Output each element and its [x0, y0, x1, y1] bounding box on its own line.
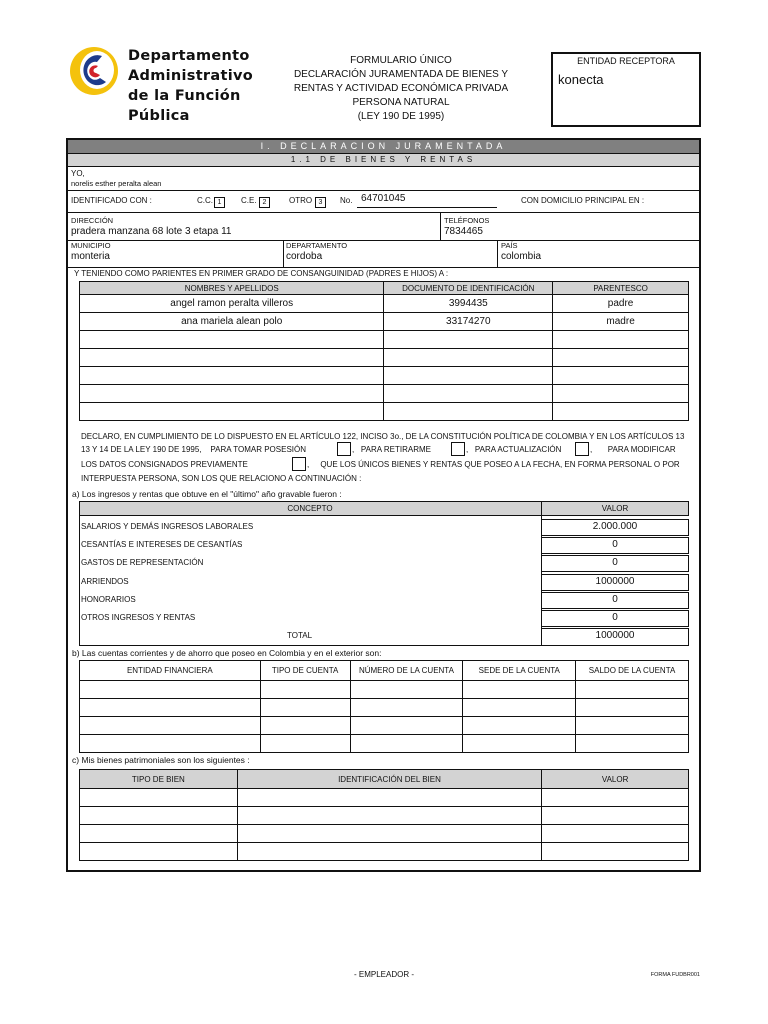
table-cell[interactable] [350, 699, 463, 717]
domicilio-label: CON DOMICILIO PRINCIPAL EN : [521, 196, 645, 205]
title-line: DECLARACIÓN JURAMENTADA DE BIENES Y [293, 69, 509, 80]
entidad-receptora-box [551, 52, 701, 127]
total-label: TOTAL [287, 631, 313, 640]
table-cell[interactable] [260, 717, 350, 735]
assets-intro: c) Mis bienes patrimoniales son los siguientes : [72, 755, 250, 765]
entidad-receptora-label: ENTIDAD RECEPTORA [577, 56, 675, 66]
section-title: I. DECLARACION JURAMENTADA [68, 140, 699, 153]
table-cell[interactable] [80, 403, 384, 421]
table-cell[interactable]: 33174270 [384, 313, 553, 331]
assets-table [79, 769, 689, 861]
table-cell[interactable] [576, 699, 689, 717]
accounts-intro: b) Las cuentas corrientes y de ahorro que poseo en Colombia y en el exterior son: [72, 648, 382, 658]
logo-line: Pública [128, 108, 190, 124]
parents-table [79, 281, 689, 421]
table-cell[interactable] [80, 825, 238, 843]
table-cell[interactable] [80, 807, 238, 825]
declaration-line: , PARA ACTUALIZACIÓN [466, 445, 562, 454]
table-row [80, 735, 689, 753]
table-cell[interactable] [80, 331, 384, 349]
table-cell[interactable] [384, 403, 553, 421]
divider [68, 267, 699, 268]
table-row [80, 717, 689, 735]
form-title [285, 54, 517, 124]
logo-line: Departamento [128, 48, 250, 64]
table-row [80, 385, 689, 403]
table-row [80, 349, 689, 367]
table-row [80, 331, 689, 349]
table-cell[interactable] [80, 385, 384, 403]
declaration-line: , PARA RETIRARME [352, 445, 431, 454]
divider [68, 240, 699, 241]
id-number-field[interactable]: 64701045 [361, 193, 406, 204]
table-cell[interactable]: madre [553, 313, 689, 331]
actualizacion-checkbox[interactable] [575, 442, 589, 456]
footer-right: FORMA FUDBR001 [650, 972, 700, 978]
departamento-field[interactable]: cordoba [286, 251, 323, 262]
logo-line: de la Función [128, 88, 241, 104]
col-header: PARENTESCO [553, 282, 689, 295]
income-value[interactable]: 2.000.000 [592, 521, 638, 532]
municipio-label: MUNICIPIO [71, 241, 111, 250]
table-cell[interactable] [463, 735, 576, 753]
divider [440, 212, 441, 240]
col-header: NÚMERO DE LA CUENTA [350, 661, 463, 681]
posesion-checkbox[interactable] [337, 442, 351, 456]
identificado-label: IDENTIFICADO CON : [71, 196, 152, 205]
table-cell[interactable] [80, 735, 261, 753]
col-header: TIPO DE CUENTA [260, 661, 350, 681]
income-concept: CESANTÍAS E INTERESES DE CESANTÍAS [81, 540, 243, 549]
title-line: FORMULARIO ÚNICO [350, 55, 452, 66]
section-subtitle: 1.1 DE BIENES Y RENTAS [68, 153, 699, 166]
table-row [80, 789, 689, 807]
income-concept: OTROS INGRESOS Y RENTAS [81, 613, 196, 622]
title-line: RENTAS Y ACTIVIDAD ECONÓMICA PRIVADA [293, 83, 509, 94]
municipio-field[interactable]: monteria [71, 251, 110, 262]
dafp-logo-icon [66, 42, 126, 98]
table-cell[interactable] [350, 681, 463, 699]
table-cell[interactable] [576, 681, 689, 699]
table-cell[interactable] [542, 807, 689, 825]
col-header: SEDE DE LA CUENTA [463, 661, 576, 681]
table-row [80, 295, 689, 313]
income-body-border [79, 516, 542, 646]
income-concept: SALARIOS Y DEMÁS INGRESOS LABORALES [81, 522, 254, 531]
total-value[interactable]: 1000000 [595, 630, 635, 641]
table-cell[interactable] [237, 789, 542, 807]
id-number-underline [357, 207, 497, 208]
parents-intro: Y TENIENDO COMO PARIENTES EN PRIMER GRADO DE CONSANGUINIDAD (PADRES E HIJOS) A : [74, 269, 449, 278]
telefonos-label: TELÉFONOS [444, 216, 490, 225]
income-value[interactable]: 0 [612, 594, 618, 605]
footer-center: - EMPLEADOR - [353, 970, 414, 979]
table-cell[interactable] [463, 717, 576, 735]
income-concept: HONORARIOS [81, 595, 136, 604]
col-header: SALDO DE LA CUENTA [576, 661, 689, 681]
table-cell[interactable] [576, 717, 689, 735]
cc-checkbox[interactable]: 1 [214, 197, 225, 208]
divider [497, 240, 498, 267]
table-cell[interactable] [80, 349, 384, 367]
table-cell[interactable] [80, 789, 238, 807]
divider [68, 166, 699, 167]
table-cell[interactable] [80, 681, 261, 699]
declaration-line: 13 Y 14 DE LA LEY 190 DE 1995, PARA TOMAR POSESIÓN [81, 445, 307, 454]
no-label: No. [340, 196, 353, 205]
table-cell[interactable] [542, 843, 689, 861]
income-value[interactable]: 0 [612, 612, 618, 623]
declaration-line: , PARA MODIFICAR [590, 445, 676, 454]
col-header: TIPO DE BIEN [80, 770, 238, 789]
income-value[interactable]: 0 [612, 539, 618, 550]
table-cell[interactable] [350, 735, 463, 753]
table-cell[interactable]: ana mariela alean polo [80, 313, 384, 331]
pais-label: PAÍS [501, 241, 518, 250]
table-cell[interactable] [576, 735, 689, 753]
table-row [80, 699, 689, 717]
yo-label: YO, [71, 169, 85, 178]
table-cell[interactable]: padre [553, 295, 689, 313]
concepto-header: CONCEPTO [287, 504, 333, 513]
table-cell[interactable] [260, 699, 350, 717]
title-line: PERSONA NATURAL [352, 97, 450, 108]
table-cell[interactable] [542, 789, 689, 807]
table-cell[interactable] [384, 331, 553, 349]
ce-checkbox[interactable]: 2 [259, 197, 270, 208]
col-header: IDENTIFICACIÓN DEL BIEN [237, 770, 542, 789]
otro-label: OTRO [289, 196, 313, 205]
table-cell[interactable] [463, 681, 576, 699]
table-cell[interactable] [260, 681, 350, 699]
cc-label: C.C. [197, 196, 213, 205]
table-cell[interactable] [553, 385, 689, 403]
direccion-label: DIRECCIÓN [71, 216, 114, 225]
telefonos-field[interactable]: 7834465 [444, 226, 483, 237]
table-header-row [80, 282, 689, 295]
accounts-table [79, 660, 689, 753]
table-header-row [80, 770, 689, 789]
table-row [80, 313, 689, 331]
table-row [80, 367, 689, 385]
declaration-line: LOS DATOS CONSIGNADOS PREVIAMENTE [81, 460, 248, 469]
divider [283, 240, 284, 267]
logo-line: Administrativo [128, 68, 253, 84]
entidad-receptora-value[interactable]: konecta [558, 72, 604, 87]
income-concept: ARRIENDOS [81, 577, 129, 586]
table-cell[interactable] [237, 807, 542, 825]
table-cell[interactable] [384, 385, 553, 403]
table-cell[interactable] [463, 699, 576, 717]
table-row [80, 807, 689, 825]
divider [68, 212, 699, 213]
table-row [80, 825, 689, 843]
valor-header: VALOR [601, 504, 629, 513]
table-row [80, 681, 689, 699]
declaration-line: INTERPUESTA PERSONA, SON LOS QUE RELACIONO A CONTINUACIÓN : [81, 474, 362, 483]
departamento-label: DEPARTAMENTO [286, 241, 348, 250]
pais-field[interactable]: colombia [501, 251, 542, 262]
logo [66, 42, 126, 98]
title-line: (LEY 190 DE 1995) [357, 111, 445, 122]
ce-label: C.E. [241, 196, 257, 205]
otro-checkbox[interactable]: 3 [315, 197, 326, 208]
retirarme-checkbox[interactable] [451, 442, 465, 456]
direccion-field[interactable]: pradera manzana 68 lote 3 etapa 11 [71, 226, 232, 237]
table-cell[interactable] [553, 349, 689, 367]
divider [68, 190, 699, 191]
table-cell[interactable] [384, 367, 553, 385]
table-cell[interactable] [80, 367, 384, 385]
table-cell[interactable] [80, 699, 261, 717]
table-cell[interactable] [384, 349, 553, 367]
table-row [80, 843, 689, 861]
table-cell[interactable] [260, 735, 350, 753]
income-intro: a) Los ingresos y rentas que obtuve en el "último" año gravable fueron : [72, 489, 342, 499]
table-header-row [80, 661, 689, 681]
declaration-line: , QUE LOS ÚNICOS BIENES Y RENTAS QUE POSEO A LA FECHA, EN FORMA PERSONAL O POR [307, 460, 680, 469]
logo-text [128, 46, 268, 126]
col-header: ENTIDAD FINANCIERA [80, 661, 261, 681]
income-value[interactable]: 1000000 [595, 576, 635, 587]
income-value[interactable]: 0 [612, 557, 618, 568]
table-cell[interactable] [80, 717, 261, 735]
declaration-line: DECLARO, EN CUMPLIMIENTO DE LO DISPUESTO EN EL ARTÍCULO 122, INCISO 3o., DE LA CONSTITUCIÓN POLÍTICA DE COLOMBIA Y EN LOS ARTÍCULOS 13 [81, 432, 685, 441]
modificar-checkbox[interactable] [292, 457, 306, 471]
table-cell[interactable]: angel ramon peralta villeros [80, 295, 384, 313]
income-concept: GASTOS DE REPRESENTACIÓN [81, 558, 204, 567]
table-cell[interactable] [542, 825, 689, 843]
table-cell[interactable] [553, 403, 689, 421]
col-header: DOCUMENTO DE IDENTIFICACIÓN [384, 282, 553, 295]
declarant-name[interactable]: norelis esther peralta alean [71, 179, 162, 188]
col-header: NOMBRES Y APELLIDOS [80, 282, 384, 295]
table-cell[interactable] [350, 717, 463, 735]
table-cell[interactable] [553, 331, 689, 349]
col-header: VALOR [542, 770, 689, 789]
table-cell[interactable] [237, 843, 542, 861]
table-cell[interactable]: 3994435 [384, 295, 553, 313]
table-cell[interactable] [553, 367, 689, 385]
table-row [80, 403, 689, 421]
table-cell[interactable] [237, 825, 542, 843]
table-cell[interactable] [80, 843, 238, 861]
